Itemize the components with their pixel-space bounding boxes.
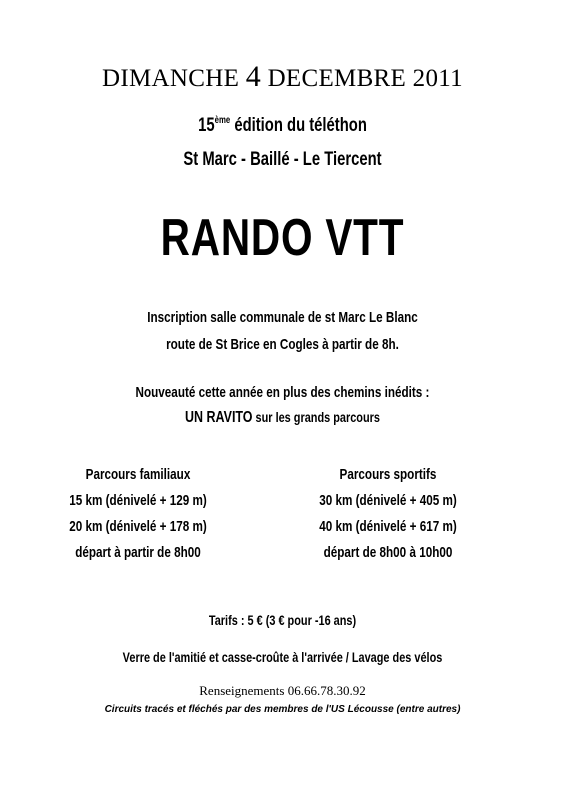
contact-line: Renseignements 06.66.78.30.92 — [199, 683, 366, 698]
sport-routes-start: départ de 8h00 à 10h00 — [323, 544, 453, 561]
novelty-line-1: Nouveauté cette année en plus des chemins inédits : — [135, 384, 430, 401]
edition-number: 15 — [198, 115, 215, 136]
family-route-item: 15 km (dénivelé + 129 m) — [69, 492, 207, 509]
edition-text: édition du téléthon — [230, 115, 367, 136]
edition-suffix: ème — [214, 115, 231, 126]
registration-line-2: route de St Brice en Cogles à partir de 8h. — [166, 336, 399, 353]
prices-line: Tarifs : 5 € (3 € pour -16 ans) — [208, 612, 357, 628]
family-routes — [37, 462, 240, 566]
event-date — [0, 60, 565, 94]
date-weekday: DIMANCHE — [102, 65, 246, 92]
sport-route-item: 40 km (dénivelé + 617 m) — [319, 518, 457, 535]
extras-line: Verre de l'amitié et casse-croûte à l'arrivée / Lavage des vélos — [122, 649, 443, 665]
edition-line — [62, 115, 503, 137]
towns-line: St Marc - Baillé - Le Tiercent — [183, 149, 382, 170]
sport-routes-heading: Parcours sportifs — [339, 466, 437, 483]
novelty-rest: sur les grands parcours — [252, 409, 380, 425]
family-routes-start: départ à partir de 8h00 — [75, 544, 201, 561]
poster-title: RANDO VTT — [160, 209, 405, 267]
family-routes-heading: Parcours familiaux — [85, 466, 191, 483]
sport-route-item: 30 km (dénivelé + 405 m) — [319, 492, 457, 509]
registration-line-1: Inscription salle communale de st Marc Le Blanc — [147, 309, 418, 326]
novelty-line-2 — [62, 409, 503, 427]
date-month-year: DECEMBRE 2011 — [261, 65, 463, 92]
family-route-item: 20 km (dénivelé + 178 m) — [69, 518, 207, 535]
sport-routes — [287, 462, 490, 566]
date-day: 4 — [245, 60, 262, 93]
footer-credits: Circuits tracés et fléchés par des membres de l'US Lécousse (entre autres) — [104, 704, 461, 715]
novelty-highlight: UN RAVITO — [185, 409, 253, 426]
